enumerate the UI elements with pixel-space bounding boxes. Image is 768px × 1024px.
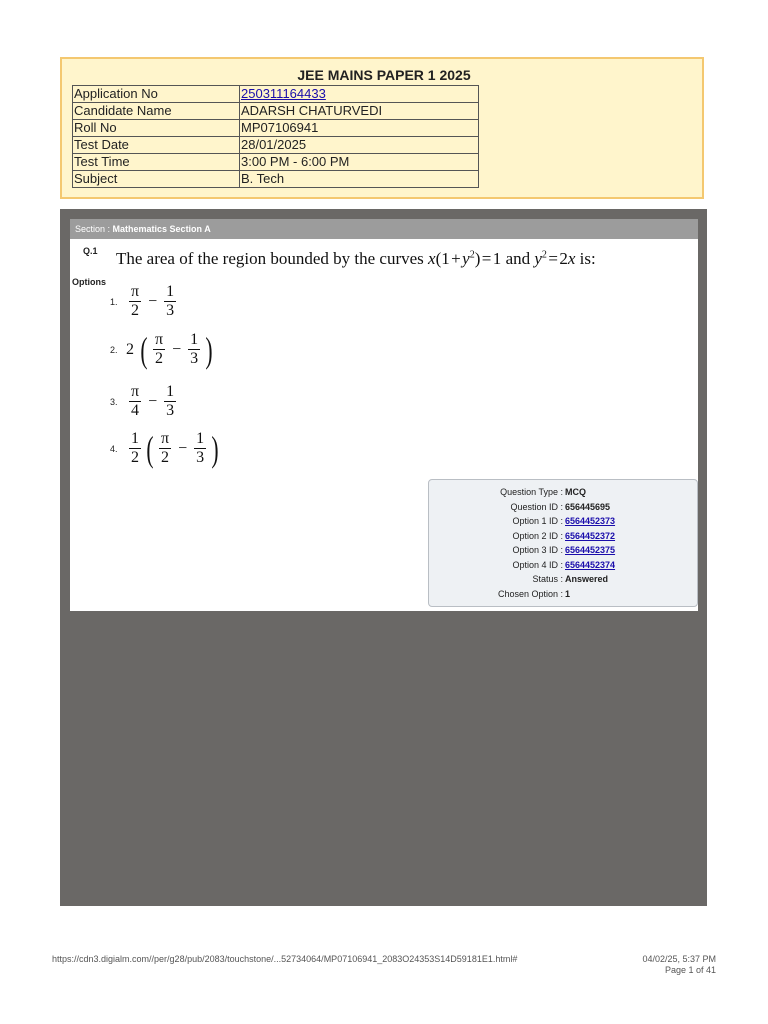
question-meta-box <box>428 479 698 607</box>
row-value: ADARSH CHATURVEDI <box>240 103 479 120</box>
row-value: B. Tech <box>240 171 479 188</box>
meta-value: Answered <box>565 574 609 584</box>
option-3-math: $\frac{\pi}{4}$ − $\frac{1}{3}$ <box>131 383 175 419</box>
row-key: Subject <box>73 171 240 188</box>
meta-key: Option 2 ID : <box>512 530 563 541</box>
meta-row <box>429 500 699 514</box>
option-2-math: 2 ( $\frac{\pi}{2}$ − $\frac{1}{3}$ ) <box>126 329 213 370</box>
meta-value: MCQ <box>565 487 586 497</box>
option-number: 3. <box>110 396 118 407</box>
row-key: Test Time <box>73 154 240 171</box>
paper-title: JEE MAINS PAPER 1 2025 <box>297 67 471 83</box>
meta-key: Option 1 ID : <box>512 516 563 526</box>
meta-value: 1 <box>565 588 571 599</box>
meta-key: Question Type : <box>500 487 563 497</box>
meta-key: Question ID : <box>510 501 563 512</box>
option-1-id-link[interactable]: 6564452373 <box>565 516 616 526</box>
meta-value <box>565 529 615 543</box>
option-number: 2. <box>110 344 118 355</box>
meta-row <box>429 514 699 528</box>
meta-value: 656445695 <box>565 501 611 512</box>
table-row <box>73 171 479 188</box>
option-number: 4. <box>110 443 118 454</box>
option-4 <box>110 430 221 467</box>
row-key: Application No <box>73 86 240 103</box>
meta-value <box>565 543 615 557</box>
option-4-math: $\frac{1}{2}$ ( $\frac{\pi}{2}$ − $\frac{1}{3}$ ) <box>131 428 219 469</box>
section-name: Mathematics Section A <box>112 224 211 234</box>
row-key: Test Date <box>73 137 240 154</box>
option-3 <box>110 383 179 420</box>
option-3-id-link[interactable]: 6564452375 <box>565 545 616 555</box>
meta-row <box>429 572 699 586</box>
options-label: Options <box>72 277 106 287</box>
row-value: 3:00 PM - 6:00 PM <box>240 154 479 171</box>
option-1 <box>110 283 179 320</box>
option-2-id-link[interactable]: 6564452372 <box>565 530 616 541</box>
question-panel <box>60 209 707 906</box>
meta-row <box>429 485 699 499</box>
table-row <box>73 137 479 154</box>
meta-row <box>429 587 699 601</box>
meta-key: Option 3 ID : <box>512 545 563 555</box>
section-header <box>70 219 698 239</box>
meta-value <box>565 514 615 528</box>
question-text-part: is: <box>575 249 596 268</box>
option-4-id-link[interactable]: 6564452374 <box>565 559 616 570</box>
footer-page-number: Page 1 of 41 <box>664 965 716 975</box>
question-text-part: The area of the region bounded by the curves <box>116 249 429 268</box>
meta-key: Chosen Option : <box>497 588 563 599</box>
option-1-math: $\frac{\pi}{2}$ − $\frac{1}{3}$ <box>131 283 175 319</box>
meta-row <box>429 558 699 572</box>
table-row <box>73 103 479 120</box>
question-text-part: and <box>501 249 535 268</box>
meta-key: Option 4 ID : <box>512 559 563 570</box>
meta-row <box>429 543 699 557</box>
application-no-link[interactable]: 250311164433 <box>241 86 326 101</box>
option-2 <box>110 331 215 368</box>
table-row <box>73 154 479 171</box>
meta-key: Status : <box>532 574 563 584</box>
row-key: Roll No <box>73 120 240 137</box>
question-text: The area of the region bounded by the curves x(1 + $y^2$) = 1 and $y^2$ = 2x is: <box>116 249 596 268</box>
row-value: 28/01/2025 <box>240 137 479 154</box>
row-value: MP07106941 <box>240 120 479 137</box>
section-prefix: Section : <box>75 224 113 234</box>
table-row <box>73 86 479 103</box>
question-number: Q.1 <box>83 246 98 256</box>
footer-datetime: 04/02/25, 5:37 PM <box>642 954 716 964</box>
row-key: Candidate Name <box>73 103 240 120</box>
meta-row <box>429 529 699 543</box>
footer-url: https://cdn3.digialm.com//per/g28/pub/2083/touchstone/...52734064/MP07106941_2083O24353S14D59181E1.html# <box>52 954 518 964</box>
candidate-info-box <box>60 57 704 199</box>
meta-value <box>565 558 615 572</box>
option-number: 1. <box>110 296 118 307</box>
candidate-table <box>72 85 479 188</box>
row-value <box>240 86 479 103</box>
table-row <box>73 120 479 137</box>
